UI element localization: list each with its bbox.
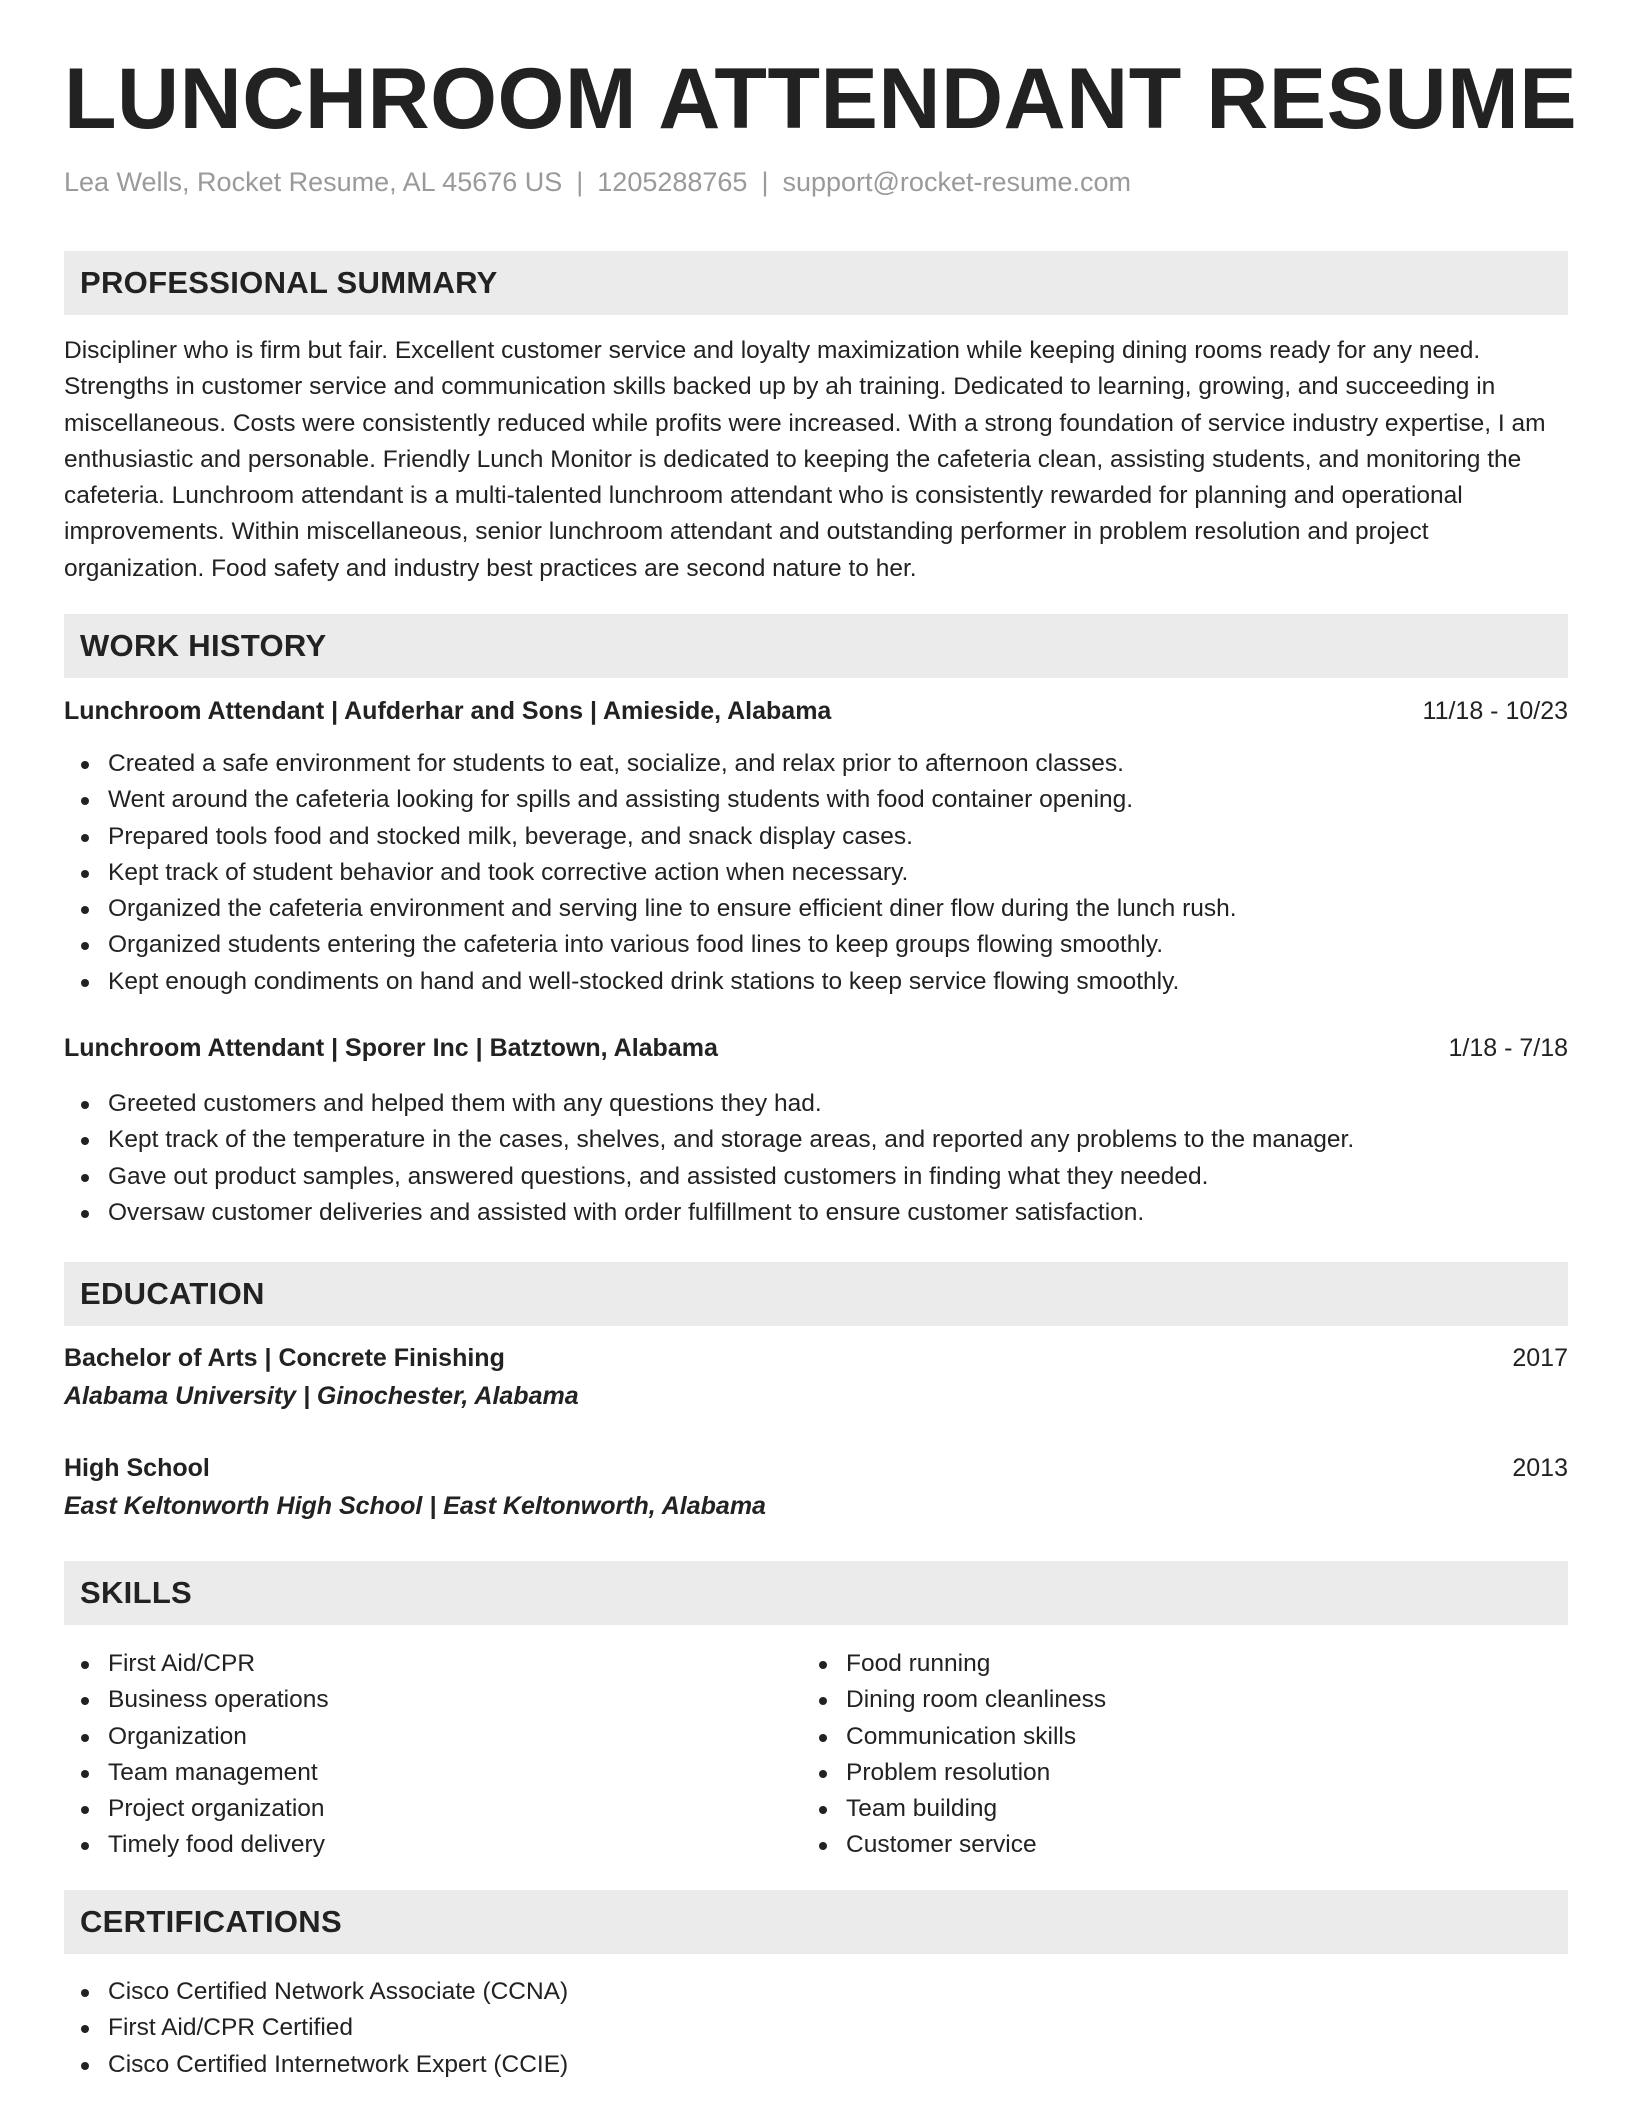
skill-item: Customer service xyxy=(802,1827,1106,1863)
skills-list-right xyxy=(802,1646,1106,1864)
school-name: Alabama University | Ginochester, Alabama xyxy=(64,1382,579,1410)
contact-separator: | xyxy=(576,167,584,197)
resume-title: LUNCHROOM ATTENDANT RESUME xyxy=(64,51,1578,147)
skill-item: Business operations xyxy=(64,1682,329,1718)
summary-section-title: PROFESSIONAL SUMMARY xyxy=(80,265,498,300)
job-duty-item: Created a safe environment for students to eat, socialize, and relax prior to afternoon classes. xyxy=(64,746,1237,782)
skill-item: Dining room cleanliness xyxy=(802,1682,1106,1718)
job-duty-item: Gave out product samples, answered questions, and assisted customers in finding what they needed. xyxy=(64,1159,1354,1195)
certifications-list xyxy=(64,1974,568,2083)
job-heading-row xyxy=(64,697,1568,726)
graduation-year: 2013 xyxy=(1512,1454,1568,1482)
skill-item: First Aid/CPR xyxy=(64,1646,329,1682)
summary-text: Discipliner who is firm but fair. Excellent customer service and loyalty maximization while keeping dining rooms ready for any need. Strengths in customer service and communication skills backed up by ah training. Dedicated to learning, growing, and succeeding in miscellaneous. Costs were consistently reduced while profits were increased. With a strong foundation of service industry expertise, I am enthusiastic and personable. Friendly Lunch Monitor is dedicated to keeping the cafeteria clean, assisting students, and monitoring the cafeteria. Lunchroom attendant is a multi-talented lunchroom attendant who is consistently rewarded for planning and operational improvements. Within miscellaneous, senior lunchroom attendant and outstanding performer in problem resolution and project organization. Food safety and industry best practices are second nature to her. xyxy=(64,337,1546,582)
skill-item: Team management xyxy=(64,1755,329,1791)
skill-item: Communication skills xyxy=(802,1719,1106,1755)
job-duty-item: Greeted customers and helped them with any questions they had. xyxy=(64,1086,1354,1122)
job-duty-item: Prepared tools food and stocked milk, beverage, and snack display cases. xyxy=(64,819,1237,855)
job-title: Lunchroom Attendant | Aufderhar and Sons | Amieside, Alabama xyxy=(64,697,832,725)
skills-section-title: SKILLS xyxy=(80,1575,193,1610)
certification-item: Cisco Certified Network Associate (CCNA) xyxy=(64,1974,568,2010)
job-duty-item: Kept enough condiments on hand and well-stocked drink stations to keep service flowing smoothly. xyxy=(64,964,1237,1000)
job-duties-list xyxy=(64,1086,1354,1231)
certifications-section-title: CERTIFICATIONS xyxy=(80,1904,342,1939)
degree-title: Bachelor of Arts | Concrete Finishing xyxy=(64,1344,505,1372)
job-duty-item: Organized students entering the cafeteria into various food lines to keep groups flowing smoothly. xyxy=(64,927,1237,963)
education-section-title: EDUCATION xyxy=(80,1276,265,1311)
skill-item: Problem resolution xyxy=(802,1755,1106,1791)
contact-email: support@rocket-resume.com xyxy=(782,167,1131,197)
contact-phone: 1205288765 xyxy=(597,167,748,197)
job-duty-item: Organized the cafeteria environment and serving line to ensure efficient diner flow during the lunch rush. xyxy=(64,891,1237,927)
education-section-header xyxy=(64,1262,1568,1326)
skill-item: Project organization xyxy=(64,1791,329,1827)
certification-item: First Aid/CPR Certified xyxy=(64,2010,568,2046)
contact-address: Lea Wells, Rocket Resume, AL 45676 US xyxy=(64,167,563,197)
job-dates: 1/18 - 7/18 xyxy=(1448,1034,1568,1062)
job-duty-item: Oversaw customer deliveries and assisted with order fulfillment to ensure customer satisfaction. xyxy=(64,1195,1354,1231)
contact-separator: | xyxy=(761,167,769,197)
certifications-section-header xyxy=(64,1890,1568,1954)
job-duty-item: Went around the cafeteria looking for spills and assisting students with food container opening. xyxy=(64,782,1237,818)
education-heading-row xyxy=(64,1454,1568,1483)
graduation-year: 2017 xyxy=(1512,1344,1568,1372)
skill-item: Organization xyxy=(64,1719,329,1755)
skill-item: Team building xyxy=(802,1791,1106,1827)
contact-line xyxy=(64,167,1131,198)
degree-title: High School xyxy=(64,1454,210,1482)
job-duty-item: Kept track of student behavior and took corrective action when necessary. xyxy=(64,855,1237,891)
school-name: East Keltonworth High School | East Keltonworth, Alabama xyxy=(64,1492,766,1520)
education-heading-row xyxy=(64,1344,1568,1373)
job-heading-row xyxy=(64,1034,1568,1063)
summary-section-header xyxy=(64,251,1568,315)
skill-item: Food running xyxy=(802,1646,1106,1682)
job-title: Lunchroom Attendant | Sporer Inc | Batztown, Alabama xyxy=(64,1034,718,1062)
skills-section-header xyxy=(64,1561,1568,1625)
certification-item: Cisco Certified Internetwork Expert (CCIE) xyxy=(64,2047,568,2083)
work-section-header xyxy=(64,614,1568,678)
work-section-title: WORK HISTORY xyxy=(80,628,327,663)
job-duties-list xyxy=(64,746,1237,1000)
job-duty-item: Kept track of the temperature in the cases, shelves, and storage areas, and reported any problems to the manager. xyxy=(64,1122,1354,1158)
skill-item: Timely food delivery xyxy=(64,1827,329,1863)
job-dates: 11/18 - 10/23 xyxy=(1422,697,1568,725)
skills-list-left xyxy=(64,1646,329,1864)
